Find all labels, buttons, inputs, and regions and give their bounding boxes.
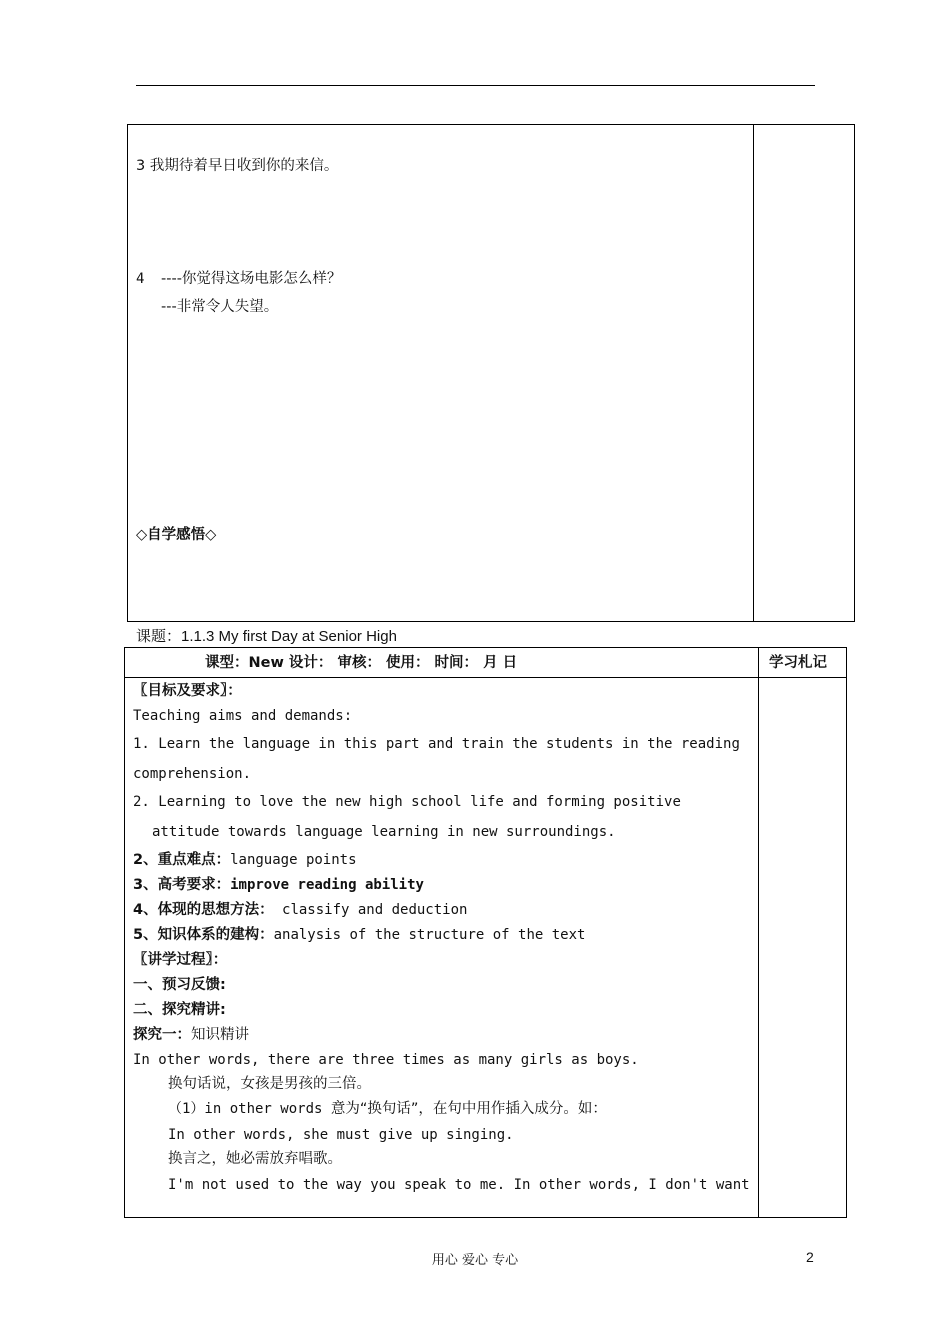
top-box-divider bbox=[753, 124, 754, 622]
lesson-table-divider bbox=[758, 647, 759, 1218]
table-header-info: 课型：New 设计： 审核： 使用： 时间： 月 日 bbox=[205, 655, 518, 671]
method-row bbox=[133, 901, 467, 919]
aim-2-line-2: attitude towards language learning in new surroundings. bbox=[152, 824, 616, 840]
aims-heading: 〖目标及要求〗： bbox=[133, 683, 242, 699]
example-sentence-2: In other words, she must give up singing. bbox=[168, 1127, 514, 1143]
aim-2-line-1: 2. Learning to love the new high school life and forming positive bbox=[133, 794, 681, 810]
header-rule bbox=[136, 85, 815, 86]
lesson-table-header-rule bbox=[124, 677, 847, 678]
step-preview-feedback: 一、预习反馈: bbox=[133, 977, 226, 993]
knowledge-system-row bbox=[133, 926, 585, 944]
example-translation-1: 换句话说，女孩是男孩的三倍。 bbox=[168, 1076, 371, 1092]
process-heading: 〖讲学过程〗： bbox=[133, 952, 228, 968]
lesson-title: 课题：1.1.3 My first Day at Senior High bbox=[136, 628, 397, 645]
aim-1-line-1: 1. Learn the language in this part and train the students in the reading bbox=[133, 736, 740, 752]
key-points-row bbox=[133, 851, 357, 869]
explore-one-value: 知识精讲 bbox=[191, 1027, 249, 1043]
key-points-value: language points bbox=[230, 852, 357, 868]
exam-requirement-value: improve reading ability bbox=[230, 877, 424, 893]
method-label: 4、体现的思想方法： bbox=[133, 902, 274, 918]
example-sentence-3: I'm not used to the way you speak to me. In other words, I don't want bbox=[168, 1177, 750, 1193]
exercise-item-4-answer: ---非常令人失望。 bbox=[161, 299, 279, 315]
top-exercise-box bbox=[127, 124, 855, 622]
usage-note-1-text: 意为“换句话”，在句中用作插入成分。如： bbox=[330, 1101, 607, 1117]
aims-english: Teaching aims and demands: bbox=[133, 708, 353, 724]
key-points-label: 2、重点难点： bbox=[133, 852, 231, 868]
aim-1-line-2: comprehension. bbox=[133, 766, 252, 782]
exercise-item-4-question: ----你觉得这场电影怎么样？ bbox=[161, 271, 342, 287]
knowledge-system-label: 5、知识体系的建构： bbox=[133, 927, 274, 943]
exercise-item-4-number: 4 bbox=[136, 271, 145, 287]
explore-one-label: 探究一： bbox=[133, 1027, 191, 1043]
page-number: 2 bbox=[806, 1249, 814, 1265]
example-sentence-1: In other words, there are three times as many girls as boys. bbox=[133, 1052, 639, 1068]
method-value: classify and deduction bbox=[273, 902, 468, 918]
page-footer: 用心 爱心 专心 bbox=[431, 1253, 519, 1268]
knowledge-system-value: analysis of the structure of the text bbox=[273, 927, 586, 943]
explore-one-row bbox=[133, 1026, 249, 1044]
step-exploration: 二、探究精讲: bbox=[133, 1002, 226, 1018]
reflection-heading: ◇自学感悟◇ bbox=[136, 527, 217, 543]
exam-requirement-label: 3、高考要求： bbox=[133, 877, 231, 893]
example-translation-2: 换言之，她必需放弃唱歌。 bbox=[168, 1151, 342, 1167]
table-header-notes: 学习札记 bbox=[769, 655, 827, 671]
exercise-item-3: 3 我期待着早日收到你的来信。 bbox=[136, 158, 339, 174]
usage-note-1 bbox=[168, 1100, 607, 1118]
usage-note-1-prefix: （1）in other words bbox=[168, 1101, 331, 1117]
exam-requirement-row bbox=[133, 876, 424, 894]
